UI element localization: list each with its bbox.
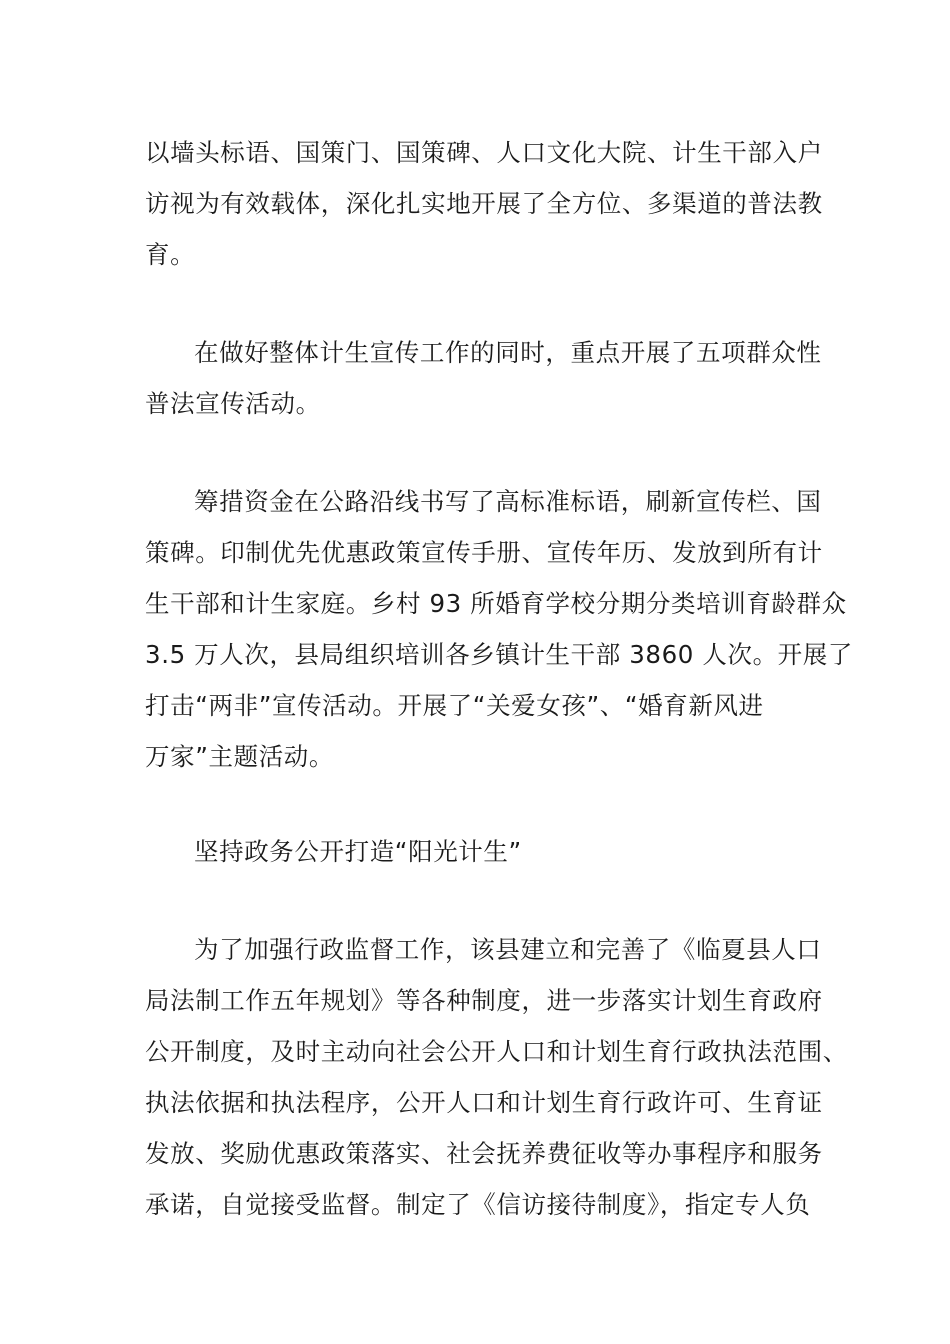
paragraph-line: 筹措资金在公路沿线书写了高标准标语，刷新宣传栏、国 bbox=[194, 487, 822, 516]
section-heading bbox=[145, 826, 522, 877]
paragraph-line: 公开制度，及时主动向社会公开人口和计划生育行政执法范围、 bbox=[145, 1037, 848, 1066]
paragraph-1 bbox=[145, 127, 823, 280]
paragraph-3 bbox=[145, 476, 853, 782]
paragraph-line: 以墙头标语、国策门、国策碑、人口文化大院、计生干部入户 bbox=[145, 138, 823, 167]
paragraph-line: 3.5 万人次，县局组织培训各乡镇计生干部 3860 人次。开展了 bbox=[145, 640, 853, 669]
paragraph-line: 普法宣传活动。 bbox=[145, 389, 321, 418]
paragraph-line: 坚持政务公开打造“阳光计生” bbox=[194, 837, 522, 866]
paragraph-line: 打击“两非”宣传活动。开展了“关爱女孩”、“婚育新风进 bbox=[145, 691, 764, 720]
paragraph-line: 发放、奖励优惠政策落实、社会抚养费征收等办事程序和服务 bbox=[145, 1139, 823, 1168]
paragraph-2 bbox=[145, 327, 822, 429]
paragraph-5 bbox=[145, 924, 848, 1230]
paragraph-line: 在做好整体计生宣传工作的同时，重点开展了五项群众性 bbox=[194, 338, 822, 367]
paragraph-line: 育。 bbox=[145, 240, 196, 269]
paragraph-line: 为了加强行政监督工作，该县建立和完善了《临夏县人口 bbox=[194, 935, 822, 964]
paragraph-line: 万家”主题活动。 bbox=[145, 742, 334, 771]
paragraph-line: 执法依据和执法程序，公开人口和计划生育行政许可、生育证 bbox=[145, 1088, 823, 1117]
paragraph-line: 局法制工作五年规划》等各种制度，进一步落实计划生育政府 bbox=[145, 986, 823, 1015]
paragraph-line: 生干部和计生家庭。乡村 93 所婚育学校分期分类培训育龄群众 bbox=[145, 589, 847, 618]
paragraph-line: 策碑。印制优先优惠政策宣传手册、宣传年历、发放到所有计 bbox=[145, 538, 823, 567]
paragraph-line: 访视为有效载体，深化扎实地开展了全方位、多渠道的普法教 bbox=[145, 189, 823, 218]
paragraph-line: 承诺，自觉接受监督。制定了《信访接待制度》，指定专人负 bbox=[145, 1190, 811, 1219]
